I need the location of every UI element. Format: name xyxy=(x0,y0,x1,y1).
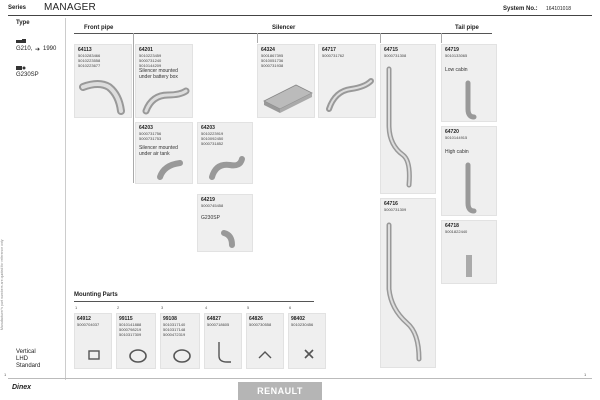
part-refs: 5010317140 5010317148 5000472319 xyxy=(163,322,186,337)
part-code: 64203 xyxy=(139,125,153,131)
part-code: 64718 xyxy=(445,223,459,229)
part-refs: 5000718605 xyxy=(207,322,230,327)
part-code: 64719 xyxy=(445,47,459,53)
part-code: 64720 xyxy=(445,129,459,135)
part-card-64720[interactable] xyxy=(441,126,497,216)
part-note: Low cabin xyxy=(445,67,468,73)
tail-pipe-drawing xyxy=(385,219,435,365)
config-vertical: Vertical xyxy=(16,349,36,355)
part-code: 99108 xyxy=(163,316,177,322)
part-refs: 5010133065 xyxy=(445,53,468,58)
mount-index: 4 xyxy=(205,305,208,310)
part-code: 64715 xyxy=(384,47,398,53)
silencer-drawing xyxy=(262,75,314,115)
mount-index: 5 xyxy=(247,305,250,310)
part-code: 98402 xyxy=(291,316,305,322)
part-refs: 5000731756 5000731753 xyxy=(139,131,162,141)
config-standard: Standard xyxy=(16,363,41,369)
tree-connector xyxy=(441,33,442,43)
part-code: 64717 xyxy=(322,47,336,53)
mount-card-64826[interactable] xyxy=(246,313,284,369)
section-divider xyxy=(74,33,492,34)
part-refs: 5000731762 xyxy=(322,53,345,58)
arrow-right-icon: ➔ xyxy=(35,47,41,53)
part-refs: 5000745458 xyxy=(201,203,224,208)
part-card-64203-alt[interactable] xyxy=(197,122,253,184)
tail-pipe-drawing xyxy=(385,65,435,191)
part-refs: 5010230456 xyxy=(291,322,314,327)
part-code: 64201 xyxy=(139,47,153,53)
system-number-value: 164101018 xyxy=(546,6,572,12)
tail-pipe-drawing xyxy=(462,251,478,283)
tree-connector xyxy=(133,33,134,183)
part-refs: 5001822440 xyxy=(445,229,468,234)
part-card-64718[interactable] xyxy=(441,220,497,284)
clamp-drawing xyxy=(171,348,193,364)
part-refs: 5000731309 xyxy=(384,207,407,212)
part-code: 99115 xyxy=(119,316,133,322)
mounting-parts-title: Mounting Parts xyxy=(74,292,118,298)
part-note: Silencer mounted under air tank xyxy=(139,145,178,157)
page-number-right: 1 xyxy=(584,372,587,377)
mount-card-98402[interactable] xyxy=(288,313,326,369)
part-card-64201[interactable] xyxy=(135,44,193,118)
part-card-64219[interactable] xyxy=(197,194,253,252)
front-pipe-drawing xyxy=(218,227,242,249)
part-code: 64826 xyxy=(249,316,263,322)
part-code: 64716 xyxy=(384,201,398,207)
mount-index: 3 xyxy=(161,305,164,310)
bracket-drawing xyxy=(257,348,275,362)
mount-card-99115[interactable] xyxy=(116,313,156,369)
type-label: Type xyxy=(16,20,30,26)
part-refs: 5010141888 5000798219 5010317309 xyxy=(119,322,142,337)
part-note: High cabin xyxy=(445,149,469,155)
part-refs: 5010144915 xyxy=(445,135,468,140)
front-pipe-drawing xyxy=(79,73,129,117)
part-code: 64219 xyxy=(201,197,215,203)
part-refs: 5010223459 5000731240 5010144209 xyxy=(139,53,162,68)
part-code: 64827 xyxy=(207,316,221,322)
dinex-logo: Dinex xyxy=(12,384,32,391)
part-card-64324[interactable] xyxy=(257,44,315,118)
mount-index: 2 xyxy=(117,305,120,310)
tree-connector xyxy=(380,33,381,43)
header-divider xyxy=(8,15,592,16)
front-pipe-drawing xyxy=(140,85,190,117)
reference-note: Manufacturer's part numbers are quoted for reference only xyxy=(0,239,4,330)
section-front-pipe: Front pipe xyxy=(84,25,114,31)
mounting-divider xyxy=(74,301,314,302)
model-year: 1990 xyxy=(43,46,57,52)
part-card-64717[interactable] xyxy=(318,44,376,118)
part-refs: 5000731308 xyxy=(384,53,407,58)
part-code: 64203 xyxy=(201,125,215,131)
part-code: 64113 xyxy=(78,47,92,53)
front-pipe-drawing xyxy=(156,159,186,181)
tail-pipe-drawing xyxy=(323,75,375,115)
part-refs: 5000704037 xyxy=(77,322,100,327)
section-tail-pipe: Tail pipe xyxy=(455,25,479,31)
nut-drawing xyxy=(301,346,317,362)
series-title: MANAGER xyxy=(44,2,96,13)
part-note: G230SP xyxy=(201,215,220,221)
part-note: Silencer mounted under battery box xyxy=(139,68,178,80)
mount-index: 6 xyxy=(289,305,292,310)
clamp-drawing xyxy=(127,348,149,364)
part-refs: 5010283466 5010223558 5010223677 xyxy=(78,53,101,68)
part-code: 64912 xyxy=(77,316,91,322)
model-b: G230SP xyxy=(16,72,39,78)
part-code: 64324 xyxy=(261,47,275,53)
section-silencer: Silencer xyxy=(272,25,296,31)
tail-pipe-drawing xyxy=(460,79,480,121)
mount-card-64912[interactable] xyxy=(74,313,112,369)
part-card-64716[interactable] xyxy=(380,198,436,368)
series-label: Series xyxy=(8,5,27,11)
model-a: G210, xyxy=(16,46,33,52)
system-number-label: System No.: xyxy=(503,6,538,12)
config-lhd: LHD xyxy=(16,356,29,362)
page-number-left: 1 xyxy=(4,372,7,377)
part-refs: 5010223919 5010092450 5000731852 xyxy=(201,131,224,146)
part-card-64719[interactable] xyxy=(441,44,497,122)
part-refs: 5000730558 xyxy=(249,322,272,327)
hanger-drawing xyxy=(215,338,235,366)
mount-index: 1 xyxy=(75,305,78,310)
part-card-64203[interactable] xyxy=(135,122,193,184)
brand-label: RENAULT xyxy=(257,386,303,396)
mount-card-64827[interactable] xyxy=(204,313,242,369)
part-refs: 5001867395 5010051736 5000731938 xyxy=(261,53,284,68)
gasket-drawing xyxy=(87,348,101,362)
tail-pipe-drawing xyxy=(460,161,480,215)
mount-card-99108[interactable] xyxy=(160,313,200,369)
part-card-64715[interactable] xyxy=(380,44,436,194)
part-card-64113[interactable] xyxy=(74,44,132,118)
tree-connector xyxy=(257,33,258,43)
front-pipe-drawing xyxy=(206,153,246,181)
footer-divider xyxy=(8,378,592,379)
